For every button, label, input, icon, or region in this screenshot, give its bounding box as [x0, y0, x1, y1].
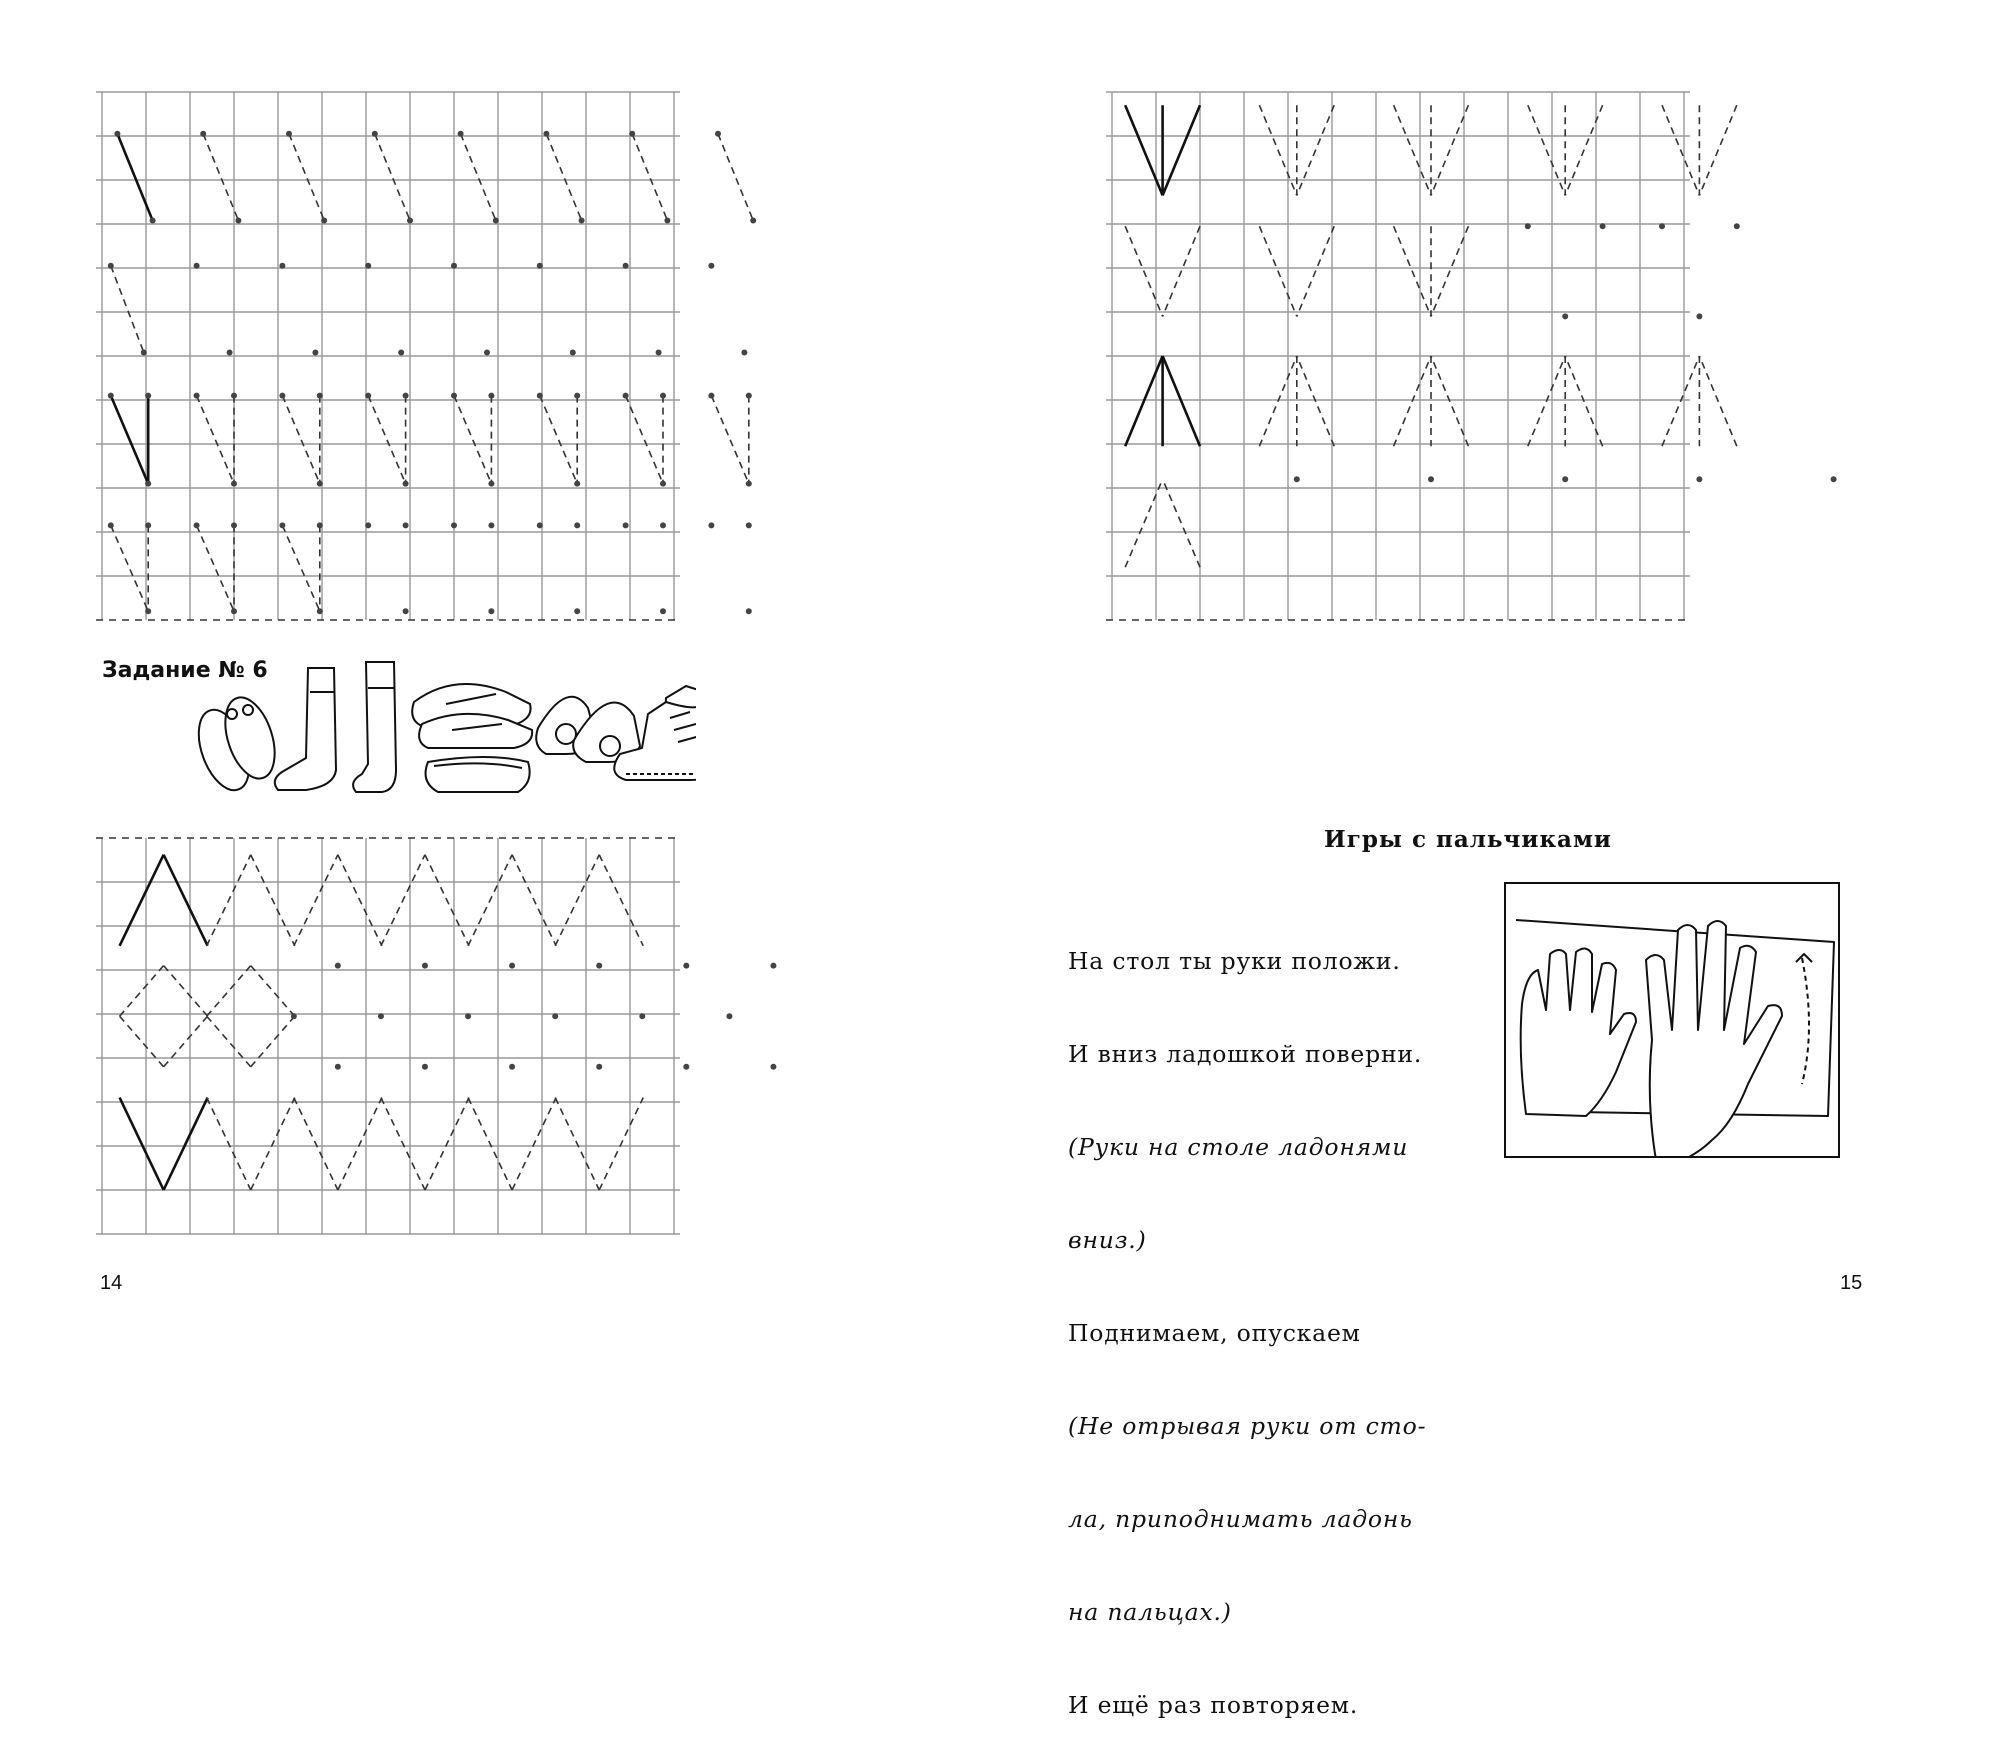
left-page	[0, 0, 1000, 1404]
trace-stroke	[1297, 226, 1334, 316]
guide-dot	[1696, 476, 1702, 482]
guide-dot	[422, 963, 428, 969]
sample-stroke	[1163, 105, 1200, 195]
trace-stroke	[599, 855, 643, 946]
trace-stroke	[164, 1016, 208, 1067]
guide-dot	[1734, 223, 1740, 229]
trace-stroke	[1394, 105, 1431, 195]
task-label: Задание № 6	[102, 658, 268, 683]
trace-stroke	[1528, 356, 1565, 446]
trace-stroke	[512, 1098, 556, 1190]
guide-dot	[596, 1064, 602, 1070]
trace-stroke	[425, 855, 469, 946]
trace-stroke	[251, 1016, 295, 1067]
trace-stroke	[251, 1098, 295, 1190]
trace-stroke	[164, 966, 208, 1017]
trace-stroke	[207, 1016, 251, 1067]
guide-dot	[335, 1064, 341, 1070]
hands-on-table-icon	[1506, 884, 1840, 1158]
poem-instruction: ла, приподнимать ладонь	[1068, 1505, 1413, 1533]
trace-stroke	[1431, 105, 1468, 195]
guide-dot	[1562, 313, 1568, 319]
sample-stroke	[1125, 105, 1162, 195]
trace-stroke	[1297, 356, 1334, 446]
trace-stroke	[1699, 105, 1736, 195]
poem-line: И ещё раз повторяем.	[1068, 1691, 1359, 1719]
sample-stroke	[164, 1098, 208, 1190]
poem-instruction: (Руки на столе ладонями	[1068, 1133, 1409, 1161]
trace-stroke	[512, 855, 556, 946]
trace-stroke	[1259, 105, 1296, 195]
guide-dot	[465, 1013, 471, 1019]
trace-stroke	[555, 1098, 599, 1190]
guide-dot	[1600, 223, 1606, 229]
page-number: 15	[1840, 1272, 1863, 1294]
trace-stroke	[1662, 356, 1699, 446]
sample-stroke	[120, 855, 164, 946]
trace-stroke	[120, 1016, 164, 1067]
guide-dot	[1294, 476, 1300, 482]
guide-dot	[1428, 476, 1434, 482]
trace-stroke	[207, 966, 251, 1017]
trace-stroke	[1163, 479, 1200, 567]
trace-stroke	[1125, 226, 1162, 316]
trace-stroke	[468, 855, 512, 946]
guide-dot	[335, 963, 341, 969]
guide-dot	[726, 1013, 732, 1019]
guide-dot	[1562, 476, 1568, 482]
hands-illustration	[1504, 882, 1840, 1158]
guide-dot	[552, 1013, 558, 1019]
trace-stroke	[294, 1098, 338, 1190]
trace-stroke	[381, 855, 425, 946]
sample-stroke	[164, 855, 208, 946]
trace-stroke	[555, 855, 599, 946]
tracing-grid-arrows	[1000, 0, 2000, 700]
trace-stroke	[251, 855, 295, 946]
guide-dot	[683, 963, 689, 969]
guide-dot	[639, 1013, 645, 1019]
trace-stroke	[1662, 105, 1699, 195]
finger-games-title: Игры с пальчиками	[1324, 826, 1612, 853]
poem-instruction: (Не отрывая руки от сто-	[1068, 1412, 1427, 1440]
trace-stroke	[1431, 356, 1468, 446]
poem-instruction: на пальцах.)	[1068, 1598, 1232, 1626]
trace-stroke	[1125, 479, 1162, 567]
poem-line: И вниз ладошкой поверни.	[1068, 1040, 1423, 1068]
trace-stroke	[1699, 356, 1736, 446]
trace-stroke	[338, 1098, 382, 1190]
trace-stroke	[1297, 105, 1334, 195]
trace-stroke	[207, 855, 251, 946]
trace-stroke	[1163, 226, 1200, 316]
guide-dot	[422, 1064, 428, 1070]
trace-stroke	[1565, 105, 1602, 195]
guide-dot	[378, 1013, 384, 1019]
guide-dot	[1696, 313, 1702, 319]
tracing-grid-zigzag	[0, 0, 1000, 1404]
trace-stroke	[120, 966, 164, 1017]
trace-stroke	[1565, 356, 1602, 446]
trace-stroke	[1259, 356, 1296, 446]
trace-stroke	[425, 1098, 469, 1190]
guide-dot	[770, 963, 776, 969]
trace-stroke	[468, 1098, 512, 1190]
trace-stroke	[1431, 226, 1468, 316]
guide-dot	[1659, 223, 1665, 229]
guide-dot	[509, 1064, 515, 1070]
trace-stroke	[1259, 226, 1296, 316]
trace-stroke	[294, 855, 338, 946]
guide-dot	[1525, 223, 1531, 229]
trace-stroke	[251, 966, 295, 1017]
sample-stroke	[1125, 356, 1162, 446]
guide-dot	[770, 1064, 776, 1070]
guide-dot	[1831, 476, 1837, 482]
poem-line: Поднимаем, опускаем	[1068, 1319, 1361, 1347]
sample-stroke	[120, 1098, 164, 1190]
finger-game-poem	[1068, 884, 1426, 1752]
guide-dot	[596, 963, 602, 969]
trace-stroke	[1394, 226, 1431, 316]
trace-stroke	[1528, 105, 1565, 195]
guide-dot	[291, 1013, 297, 1019]
trace-stroke	[338, 855, 382, 946]
trace-stroke	[599, 1098, 643, 1190]
poem-instruction: вниз.)	[1068, 1226, 1147, 1254]
trace-stroke	[207, 1098, 251, 1190]
guide-dot	[683, 1064, 689, 1070]
trace-stroke	[1394, 356, 1431, 446]
sample-stroke	[1163, 356, 1200, 446]
guide-dot	[509, 963, 515, 969]
page-number: 14	[100, 1272, 123, 1294]
poem-line: На стол ты руки положи.	[1068, 947, 1401, 975]
trace-stroke	[381, 1098, 425, 1190]
